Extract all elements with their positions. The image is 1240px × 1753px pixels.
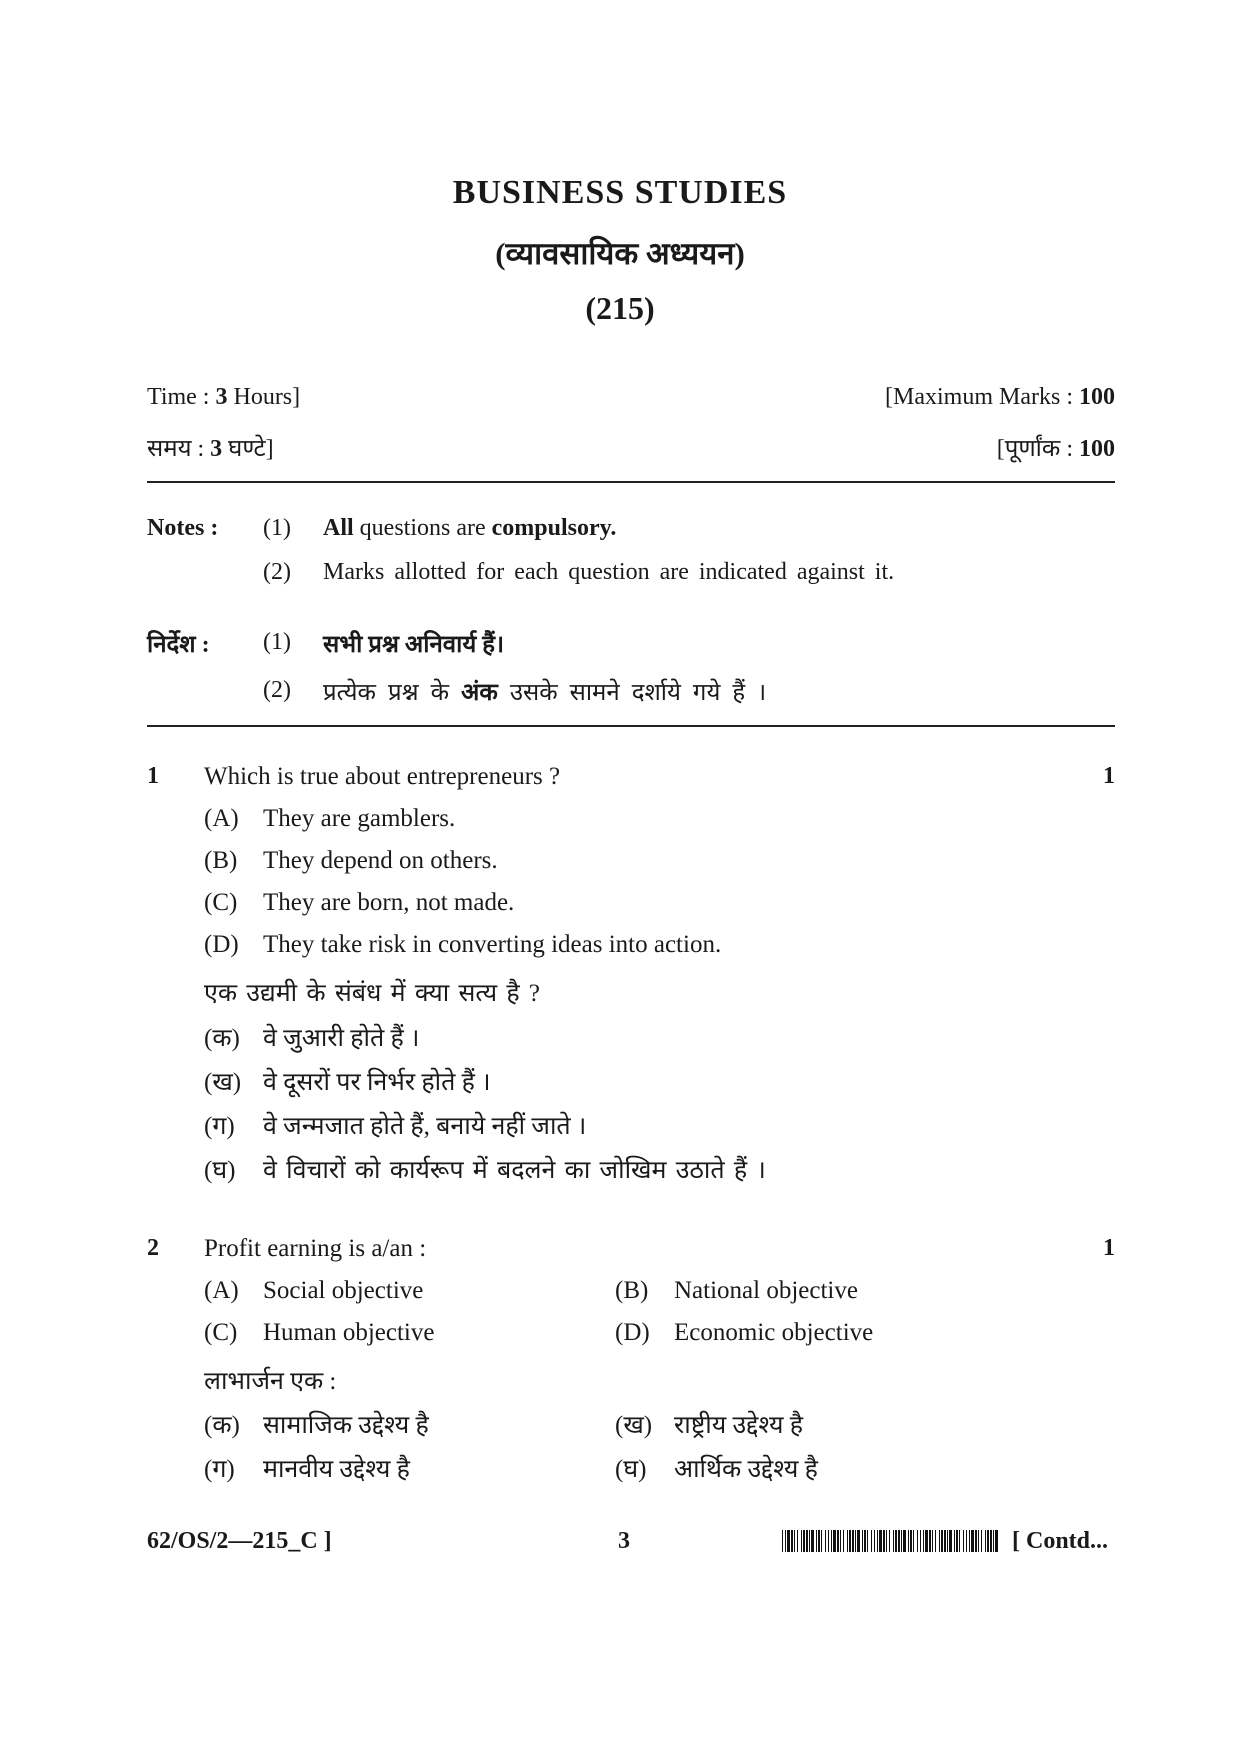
divider-top bbox=[147, 481, 1115, 483]
note-text: सभी प्रश्न अनिवार्य हैं। bbox=[323, 632, 505, 658]
option-text: राष्ट्रीय उद्देश्य है bbox=[674, 1412, 803, 1439]
question-marks: 1 bbox=[1103, 1235, 1115, 1261]
paper-title: BUSINESS STUDIES bbox=[452, 174, 788, 211]
option-text: आर्थिक उद्देश्य है bbox=[674, 1456, 818, 1483]
note-text: प्रत्येक प्रश्न के अंक उसके सामने दर्शाये गये हैं । bbox=[323, 680, 767, 706]
option-key: (घ) bbox=[204, 1157, 236, 1184]
option-text: They are born, not made. bbox=[263, 889, 515, 916]
option-text: वे दूसरों पर निर्भर होते हैं । bbox=[263, 1069, 491, 1096]
option-key: (क) bbox=[204, 1412, 240, 1439]
option-key: (C) bbox=[204, 1319, 238, 1346]
option-key: (C) bbox=[204, 889, 238, 916]
option-text: They are gamblers. bbox=[263, 805, 456, 832]
question-marks: 1 bbox=[1103, 763, 1115, 789]
question-number: 1 bbox=[147, 763, 159, 789]
option-text: National objective bbox=[674, 1277, 858, 1304]
option-text: सामाजिक उद्देश्य है bbox=[263, 1412, 429, 1439]
note-number: (1) bbox=[263, 515, 291, 541]
divider-bottom bbox=[147, 725, 1115, 727]
note-text: Marks allotted for each question are indicated against it. bbox=[323, 559, 895, 585]
time-english: Time : 3 Hours] bbox=[147, 384, 301, 410]
max-marks-hindi: [पूर्णांक : 100 bbox=[996, 436, 1115, 462]
option-key: (ख) bbox=[204, 1069, 242, 1096]
max-marks-english: [Maximum Marks : 100 bbox=[885, 384, 1115, 410]
option-text: Economic objective bbox=[674, 1319, 874, 1346]
note-text: All questions are compulsory. bbox=[323, 515, 617, 541]
paper-subtitle-hindi: (व्यावसायिक अध्ययन) bbox=[495, 236, 745, 271]
question-text-hindi: एक उद्यमी के संबंध में क्या सत्य है ? bbox=[204, 980, 540, 1007]
option-key: (घ) bbox=[615, 1456, 647, 1483]
option-key: (D) bbox=[615, 1319, 650, 1346]
option-text: Human objective bbox=[263, 1319, 435, 1346]
option-key: (ग) bbox=[204, 1113, 235, 1140]
question-number: 2 bbox=[147, 1235, 159, 1261]
paper-code: 62/OS/2—215_C ] bbox=[147, 1528, 332, 1554]
option-key: (क) bbox=[204, 1025, 240, 1052]
option-text: They take risk in converting ideas into action. bbox=[263, 931, 722, 958]
option-text: मानवीय उद्देश्य है bbox=[263, 1456, 410, 1483]
note-number: (2) bbox=[263, 677, 291, 703]
option-text: Social objective bbox=[263, 1277, 424, 1304]
option-key: (ग) bbox=[204, 1456, 235, 1483]
option-key: (B) bbox=[615, 1277, 649, 1304]
note-number: (2) bbox=[263, 559, 291, 585]
subject-code: (215) bbox=[585, 290, 655, 326]
option-text: वे जुआरी होते हैं । bbox=[263, 1025, 420, 1052]
barcode-icon bbox=[782, 1530, 998, 1552]
contd-label: [ Contd... bbox=[1012, 1528, 1109, 1554]
option-key: (A) bbox=[204, 1277, 239, 1304]
notes-label-hindi: निर्देश : bbox=[147, 632, 210, 658]
page-number: 3 bbox=[618, 1528, 630, 1554]
option-key: (ख) bbox=[615, 1412, 653, 1439]
question-text-hindi: लाभार्जन एक : bbox=[204, 1368, 337, 1395]
question-text-english: Which is true about entrepreneurs ? bbox=[204, 763, 561, 790]
option-text: वे विचारों को कार्यरूप में बदलने का जोखिम उठाते हैं । bbox=[263, 1157, 766, 1184]
option-key: (B) bbox=[204, 847, 238, 874]
option-text: वे जन्मजात होते हैं, बनाये नहीं जाते । bbox=[263, 1113, 587, 1140]
option-key: (D) bbox=[204, 931, 239, 958]
option-key: (A) bbox=[204, 805, 239, 832]
notes-label-english: Notes : bbox=[147, 515, 219, 541]
question-text-english: Profit earning is a/an : bbox=[204, 1235, 427, 1262]
note-number: (1) bbox=[263, 629, 291, 655]
option-text: They depend on others. bbox=[263, 847, 498, 874]
time-hindi: समय : 3 घण्टे] bbox=[147, 436, 274, 462]
